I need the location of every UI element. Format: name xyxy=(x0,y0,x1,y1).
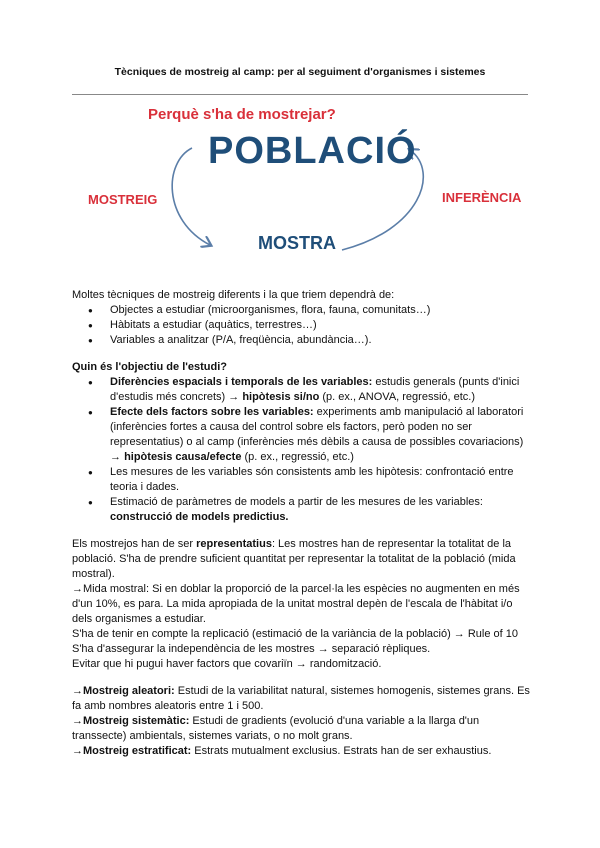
list-item: ● Les mesures de les variables són consistents amb les hipòtesis: confrontació entre teoria i dades. xyxy=(72,465,532,495)
list-item: ● Diferències espacials i temporals de les variables: estudis generals (punts d'inici d'estudis més concrets) → hipòtesis si/no (p. ex., ANOVA, regressió, etc.) xyxy=(72,375,532,405)
randomitzacio-line: Evitar que hi pugui haver factors que covariïn → randomització. xyxy=(72,658,382,670)
sampling-cycle-diagram xyxy=(80,100,520,280)
diagram-mostra: MOSTRA xyxy=(258,233,336,253)
independencia-line: S'ha d'assegurar la independència de les mostres → separació rèpliques. xyxy=(72,643,431,655)
list-item: ● Variables a analitzar (P/A, freqüència, abundància…). xyxy=(72,333,532,348)
list-item: ● Objectes a estudiar (microorganismes, flora, fauna, comunitats…) xyxy=(72,303,532,318)
objectiu-list xyxy=(72,375,532,525)
intro-text: Moltes tècniques de mostreig diferents i la que triem dependrà de: xyxy=(72,289,395,301)
mida-mostral-paragraph: →Mida mostral: Si en doblar la proporció de la parcel·la les espècies no augmenten en més d'un 10%, es para. La mida apropiada de la unitat mostral depèn de l'escala de l'hàbitat i/o dels organismes a estudiar. xyxy=(72,583,520,625)
document-body xyxy=(72,288,532,759)
objectiu-heading: Quin és l'objectiu de l'estudi? xyxy=(72,361,227,373)
list-item: ● Efecte dels factors sobre les variables: experiments amb manipulació al laboratori (inferències fortes a causa del control sobre els factors, però poden no ser representatius) o al camp (inferències més dèbils a causa de possibles covariacions) → hipòtesis causa/efecte (p. ex., regressió, etc.) xyxy=(72,405,532,465)
header-divider xyxy=(72,94,528,95)
left-arrow xyxy=(172,148,210,245)
replicacio-line: S'ha de tenir en compte la replicació (estimació de la variància de la població) → Rule of 10 xyxy=(72,628,519,640)
page-title: Tècniques de mostreig al camp: per al seguiment d'organismes i sistemes xyxy=(114,66,486,78)
list-item: ● Estimació de paràmetres de models a partir de les mesures de les variables: construcció de models predictius. xyxy=(72,495,532,525)
mostreig-aleatori: →Mostreig aleatori: Estudi de la variabilitat natural, sistemes homogenis, sistemes grans. Es fa amb nombres aleatoris entre 1 i 500. xyxy=(72,685,530,712)
diagram-poblacio: POBLACIÓ xyxy=(208,130,417,172)
diagram-mostreig: MOSTREIG xyxy=(88,192,158,207)
mostreig-sistematic: →Mostreig sistemàtic: Estudi de gradients (evolució d'una variable a la llarga d'un transsecte) ambientals, sistemes variats, o no molt grans. xyxy=(72,715,480,742)
diagram-question: Perquè s'ha de mostrejar? xyxy=(148,106,336,123)
diagram-inferencia: INFERÈNCIA xyxy=(442,190,522,205)
representatius-paragraph: Els mostrejos han de ser representatius: Les mostres han de representar la totalitat de la població. S'ha de prendre suficient quantitat per representar la totalitat de la població (mida mostral). xyxy=(72,538,516,580)
mostreig-estratificat: →Mostreig estratificat: Estrats mutualment exclusius. Estrats han de ser exhaustius. xyxy=(72,745,492,757)
intro-list xyxy=(72,303,532,348)
list-item: ● Hàbitats a estudiar (aquàtics, terrestres…) xyxy=(72,318,532,333)
